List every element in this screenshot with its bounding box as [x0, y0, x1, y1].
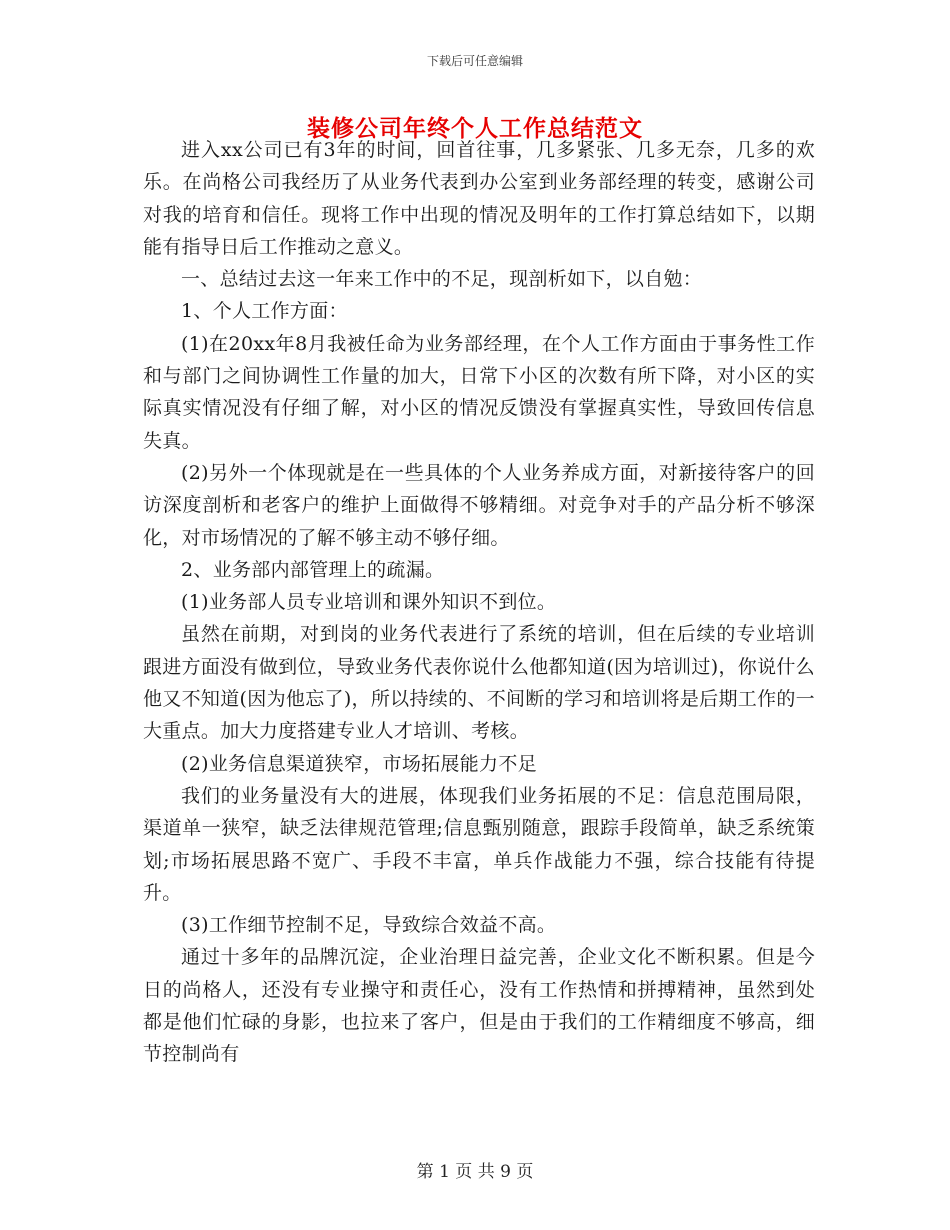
paragraph: 1、个人工作方面：: [181, 300, 348, 323]
document-title: 装修公司年终个人工作总结范文: [307, 115, 643, 142]
paragraph: 我们的业务量没有大的进展，体现我们业务拓展的不足：信息范围局限，渠道单一狭窄，缺乏法律规范管理;信息甄别随意，跟踪手段简单，缺乏系统策划;市场拓展思路不宽广、手段不丰富，单兵作战能力不强，综合技能有待提升。: [143, 784, 815, 904]
paragraph: 虽然在前期，对到岗的业务代表进行了系统的培训，但在后续的专业培训跟进方面没有做到位，导致业务代表你说什么他都知道(因为培训过)，你说什么他又不知道(因为他忘了)，所以持续的、不间断的学习和培训将是后期工作的一大重点。加大力度搭建专业人才培训、考核。: [143, 623, 815, 743]
paragraph: (2)另外一个体现就是在一些具体的个人业务养成方面，对新接待客户的回访深度剖析和老客户的维护上面做得不够精细。对竞争对手的产品分析不够深化，对市场情况的了解不够主动不够仔细。: [143, 461, 815, 549]
paragraph: (1)业务部人员专业培训和课外知识不到位。: [181, 591, 557, 614]
paragraph: 一、总结过去这一年来工作中的不足，现剖析如下，以自勉：: [181, 268, 703, 291]
paragraph: 2、业务部内部管理上的疏漏。: [181, 558, 445, 581]
paragraph: (3)工作细节控制不足，导致综合效益不高。: [181, 914, 557, 937]
paragraph: 进入xx公司已有3年的时间，回首往事，几多紧张、几多无奈，几多的欢乐。在尚格公司我经历了从业务代表到办公室到业务部经理的转变，感谢公司对我的培育和信任。现将工作中出现的情况及明年的工作打算总结如下，以期能有指导日后工作推动之意义。: [143, 139, 815, 258]
header-note: 下载后可任意编辑: [426, 54, 523, 68]
paragraph: (2)业务信息渠道狭窄，市场拓展能力不足: [181, 752, 537, 775]
document-body: [143, 134, 815, 1071]
paragraph: (1)在20xx年8月我被任命为业务部经理，在个人工作方面由于事务性工作和与部门之间协调性工作量的加大，日常下小区的次数有所下降，对小区的实际真实情况没有仔细了解，对小区的情况反馈没有掌握真实性，导致回传信息失真。: [143, 332, 815, 452]
paragraph: 通过十多年的品牌沉淀，企业治理日益完善，企业文化不断积累。但是今日的尚格人，还没有专业操守和责任心，没有工作热情和拼搏精神，虽然到处都是他们忙碌的身影，也拉来了客户，但是由于我们的工作精细度不够高，细节控制尚有: [143, 946, 815, 1066]
page-number-footer: 第 1 页 共 9 页: [416, 1162, 534, 1182]
